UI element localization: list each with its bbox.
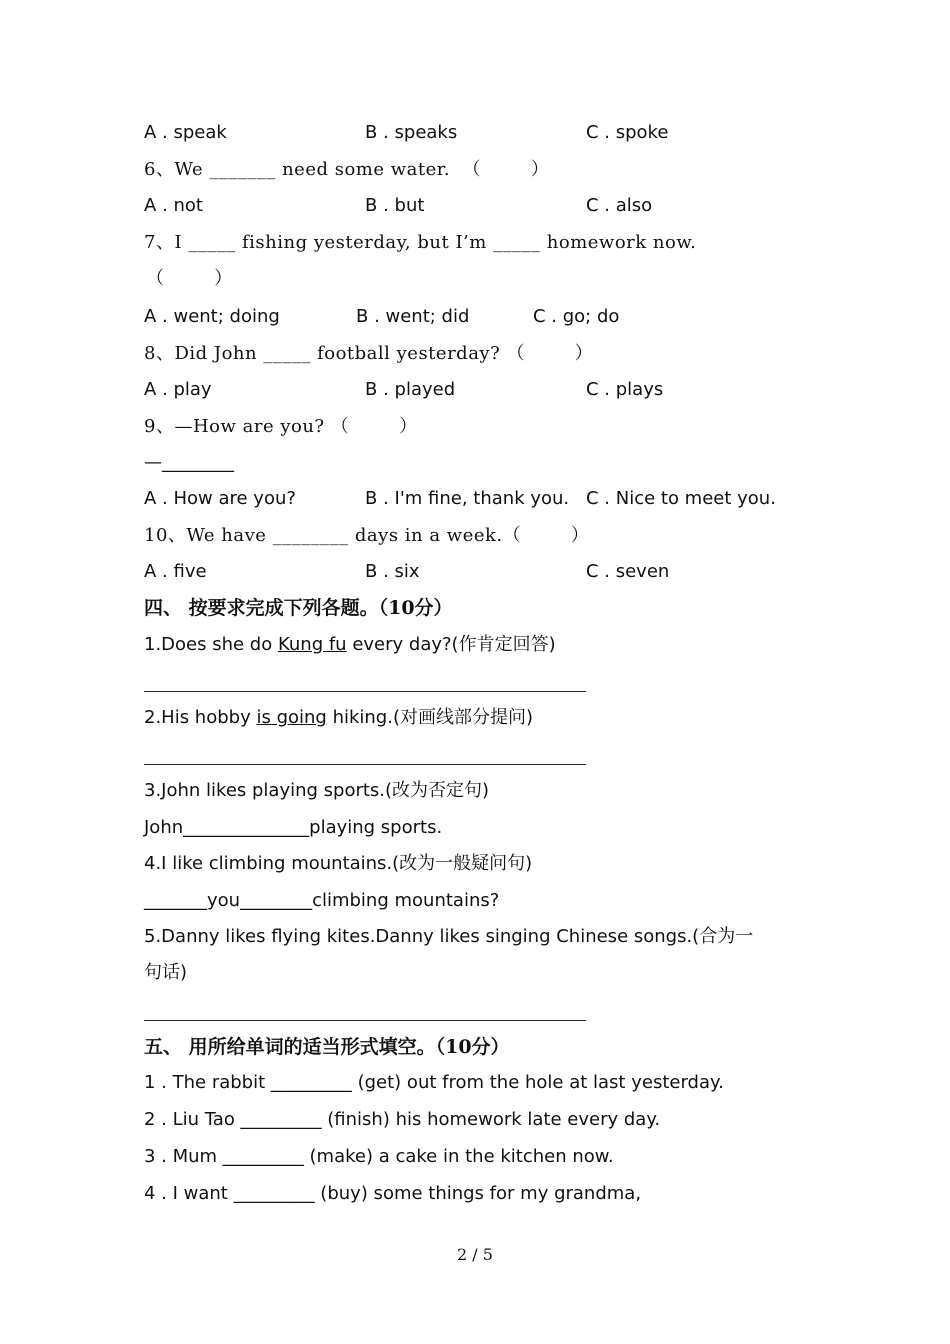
- option-c: C . seven: [586, 561, 670, 582]
- s4-question-5-cont: 句话): [144, 962, 188, 983]
- underlined-phrase: is going: [256, 707, 327, 728]
- s4-question-5: 5.Danny likes flying kites.Danny likes singing Chinese songs.(合为一: [144, 926, 754, 947]
- option-c: C . also: [586, 195, 653, 216]
- s4-question-3: 3.John likes playing sports.(改为否定句): [144, 780, 490, 801]
- answer-line: [144, 764, 586, 765]
- question-8: 8、Did John _____ football yesterday? （ ）: [144, 343, 594, 364]
- page-number: 2 / 5: [457, 1245, 493, 1264]
- question-10: 10、We have ________ days in a week.（ ）: [144, 525, 590, 546]
- option-a: A . speak: [144, 122, 227, 143]
- question-7: 7、I _____ fishing yesterday, but I’m _____ homework now.: [144, 232, 697, 253]
- text: 2.His hobby: [144, 707, 257, 728]
- option-c: C . Nice to meet you.: [586, 488, 776, 509]
- question-9: 9、—How are you? （ ）: [144, 416, 418, 437]
- option-a: A . five: [144, 561, 207, 582]
- option-c: C . plays: [586, 379, 664, 400]
- s5-item-2: 2 . Liu Tao _________ (finish) his homework late every day.: [144, 1109, 661, 1130]
- s4-question-1: [144, 636, 556, 654]
- option-a: A . play: [144, 379, 212, 400]
- s5-item-1: 1 . The rabbit _________ (get) out from the hole at last yesterday.: [144, 1072, 724, 1093]
- option-b: B . speaks: [365, 122, 458, 143]
- s5-item-4: 4 . I want _________ (buy) some things for my grandma,: [144, 1183, 642, 1204]
- option-b: B . went; did: [356, 306, 470, 327]
- option-b: B . I'm fine, thank you.: [365, 488, 570, 509]
- option-b: B . but: [365, 195, 425, 216]
- s5-item-3: 3 . Mum _________ (make) a cake in the kitchen now.: [144, 1146, 614, 1167]
- option-a: A . went; doing: [144, 306, 280, 327]
- text: hiking.(对画线部分提问): [326, 707, 533, 728]
- answer-paren: （ ）: [146, 268, 233, 289]
- option-b: B . six: [365, 561, 420, 582]
- option-c: C . spoke: [586, 122, 669, 143]
- underlined-phrase: Kung fu: [277, 634, 347, 655]
- option-a: A . not: [144, 195, 203, 216]
- text: 1.Does she do: [144, 634, 278, 655]
- option-c: C . go; do: [533, 306, 620, 327]
- s4-answer-4: _______you________climbing mountains?: [144, 890, 500, 911]
- section-5-heading: 五、 用所给单词的适当形式填空。（10分）: [144, 1036, 510, 1058]
- s4-question-4: 4.I like climbing mountains.(改为一般疑问句): [144, 853, 533, 874]
- answer-line: [144, 691, 586, 692]
- section-4-heading: 四、 按要求完成下列各题。（10分）: [144, 597, 453, 619]
- option-a: A . How are you?: [144, 488, 296, 509]
- option-b: B . played: [365, 379, 456, 400]
- question-6: 6、We _______ need some water. （ ）: [144, 159, 550, 180]
- reply-line: —________: [144, 452, 234, 473]
- answer-line: [144, 1020, 586, 1021]
- text: every day?(作肯定回答): [346, 634, 556, 655]
- s4-answer-3: John______________playing sports.: [144, 817, 443, 838]
- s4-question-2: [144, 709, 533, 727]
